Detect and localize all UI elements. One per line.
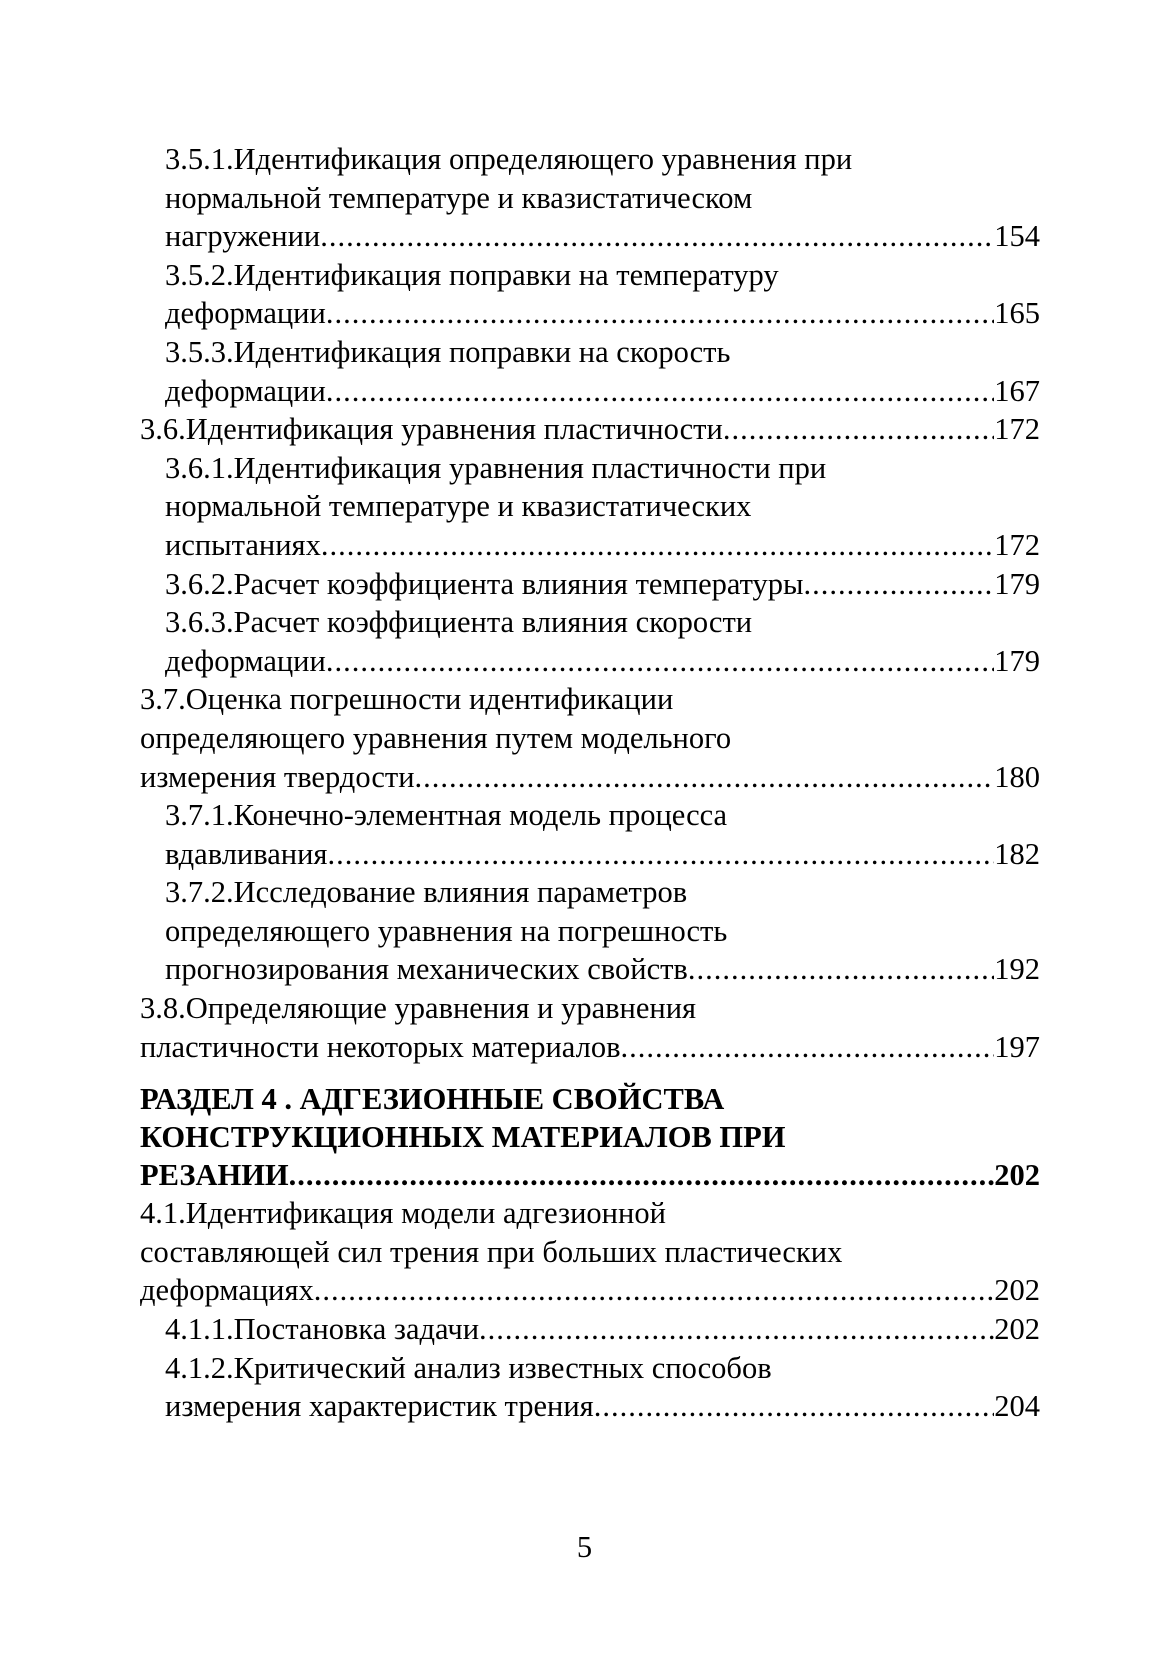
toc-entry-line: 3.7.Оценка погрешности идентификации xyxy=(140,682,674,717)
toc-entry-line: 4.1.Идентификация модели адгезионной xyxy=(140,1196,666,1231)
toc-entry-title: РЕЗАНИИ xyxy=(140,1158,289,1193)
toc-page-number: 197 xyxy=(994,1029,1040,1064)
toc-entry-title: испытаниях xyxy=(165,527,321,562)
toc-entry-title: нагружении xyxy=(165,219,321,254)
toc-entry-line: составляющей сил трения при больших пластических xyxy=(140,1234,843,1269)
toc-page-number: 172 xyxy=(994,527,1040,562)
toc-entry-last-line xyxy=(165,835,1040,874)
toc-entry-title: деформации xyxy=(165,643,326,678)
toc-dot-leader xyxy=(326,294,994,333)
toc-entry-last-line xyxy=(165,1387,1040,1426)
toc-entry-last-line xyxy=(140,1271,1040,1310)
toc-entry-line: 3.5.1.Идентификация определяющего уравнения при xyxy=(165,142,853,176)
toc-entry-title: измерения твердости xyxy=(140,759,415,794)
toc-page-number: 182 xyxy=(994,836,1040,871)
toc-entry-last-line xyxy=(140,410,1040,449)
toc-entry-last-line xyxy=(140,1156,1040,1194)
toc-entry-title: прогнозирования механических свойств xyxy=(165,952,688,987)
toc-entry-line: определяющего уравнения путем модельного xyxy=(140,720,732,755)
toc-entry-line: нормальной температуре и квазистатических xyxy=(165,489,752,524)
toc-page-number: 192 xyxy=(994,952,1040,987)
toc-dot-leader xyxy=(415,758,995,797)
toc-entry-last-line xyxy=(165,372,1040,411)
toc-dot-leader xyxy=(289,1156,995,1194)
toc-entry-title: пластичности некоторых материалов xyxy=(140,1029,621,1064)
toc-entry[interactable] xyxy=(140,256,1040,333)
toc-entry-line: 3.7.2.Исследование влияния параметров xyxy=(165,875,688,910)
toc-dot-leader xyxy=(723,410,994,449)
toc-page-number: 179 xyxy=(994,643,1040,678)
toc-dot-leader xyxy=(804,565,995,604)
toc-entry-title: 4.1.1.Постановка задачи xyxy=(165,1312,480,1347)
toc-entry-line: КОНСТРУКЦИОННЫХ МАТЕРИАЛОВ ПРИ xyxy=(140,1120,786,1155)
toc-entry-line: 4.1.2.Критический анализ известных способов xyxy=(165,1350,772,1385)
toc-page-number: 165 xyxy=(994,296,1040,331)
toc-entry-title: 3.6.Идентификация уравнения пластичности xyxy=(140,412,723,447)
toc-entry[interactable] xyxy=(140,1349,1040,1426)
toc-entry[interactable] xyxy=(140,680,1040,796)
toc-entry-line: 3.5.2.Идентификация поправки на температуру xyxy=(165,257,779,292)
toc-entry[interactable] xyxy=(140,140,1040,256)
toc-dot-leader xyxy=(320,217,994,256)
toc-page-number: 202 xyxy=(994,1273,1040,1308)
toc-dot-leader xyxy=(688,950,994,989)
toc-entry[interactable] xyxy=(140,873,1040,989)
toc-page-number: 202 xyxy=(994,1312,1040,1347)
table-of-contents xyxy=(140,140,1040,1426)
toc-entry-last-line xyxy=(165,950,1040,989)
toc-entry-line: 3.5.3.Идентификация поправки на скорость xyxy=(165,334,731,369)
toc-entry-line: 3.7.1.Конечно-элементная модель процесса xyxy=(165,798,728,833)
toc-entry-last-line xyxy=(165,294,1040,333)
toc-entry-last-line xyxy=(165,217,1040,256)
toc-entry-line: 3.6.3.Расчет коэффициента влияния скорости xyxy=(165,605,753,640)
toc-entry-line: 3.6.1.Идентификация уравнения пластичности при xyxy=(165,450,827,485)
toc-section-heading[interactable] xyxy=(140,1080,1040,1194)
toc-entry[interactable] xyxy=(140,333,1040,410)
toc-entry-line: РАЗДЕЛ 4 . АДГЕЗИОННЫЕ СВОЙСТВА xyxy=(140,1082,725,1117)
toc-dot-leader xyxy=(479,1310,994,1349)
toc-entry-title: деформации xyxy=(165,373,326,408)
toc-entry-title: 3.6.2.Расчет коэффициента влияния температуры xyxy=(165,566,804,601)
toc-entry-line: нормальной температуре и квазистатическом xyxy=(165,180,753,215)
toc-entry-line: определяющего уравнения на погрешность xyxy=(165,913,728,948)
toc-dot-leader xyxy=(326,372,994,411)
page-number: 5 xyxy=(576,1530,593,1564)
toc-entry[interactable] xyxy=(140,565,1040,604)
toc-page-number: 179 xyxy=(994,566,1040,601)
toc-dot-leader xyxy=(314,1271,994,1310)
toc-entry-last-line xyxy=(165,565,1040,604)
toc-entry-title: деформации xyxy=(165,296,326,331)
toc-entry-last-line xyxy=(140,1028,1040,1067)
toc-entry-title: измерения характеристик трения xyxy=(165,1389,594,1424)
toc-dot-leader xyxy=(326,642,994,681)
toc-dot-leader xyxy=(594,1387,995,1426)
toc-entry[interactable] xyxy=(140,989,1040,1066)
toc-dot-leader xyxy=(321,526,994,565)
toc-dot-leader xyxy=(620,1028,994,1067)
toc-page-number: 180 xyxy=(994,759,1040,794)
toc-entry[interactable] xyxy=(140,410,1040,449)
toc-page-number: 172 xyxy=(994,412,1040,447)
toc-entry[interactable] xyxy=(140,603,1040,680)
toc-page-number: 204 xyxy=(994,1389,1040,1424)
toc-entry[interactable] xyxy=(140,796,1040,873)
toc-entry-last-line xyxy=(165,1310,1040,1349)
toc-entry-line: 3.8.Определяющие уравнения и уравнения xyxy=(140,991,697,1026)
toc-dot-leader xyxy=(327,835,994,874)
toc-entry-title: вдавливания xyxy=(165,836,328,871)
toc-entry-last-line xyxy=(165,526,1040,565)
toc-entry-last-line xyxy=(165,642,1040,681)
toc-entry-last-line xyxy=(140,758,1040,797)
toc-entry[interactable] xyxy=(140,1194,1040,1310)
toc-page-number: 154 xyxy=(994,219,1040,254)
toc-page-number: 202 xyxy=(994,1158,1040,1193)
toc-page-number: 167 xyxy=(994,373,1040,408)
toc-entry[interactable] xyxy=(140,1310,1040,1349)
toc-entry-title: деформациях xyxy=(140,1273,314,1308)
toc-entry[interactable] xyxy=(140,449,1040,565)
